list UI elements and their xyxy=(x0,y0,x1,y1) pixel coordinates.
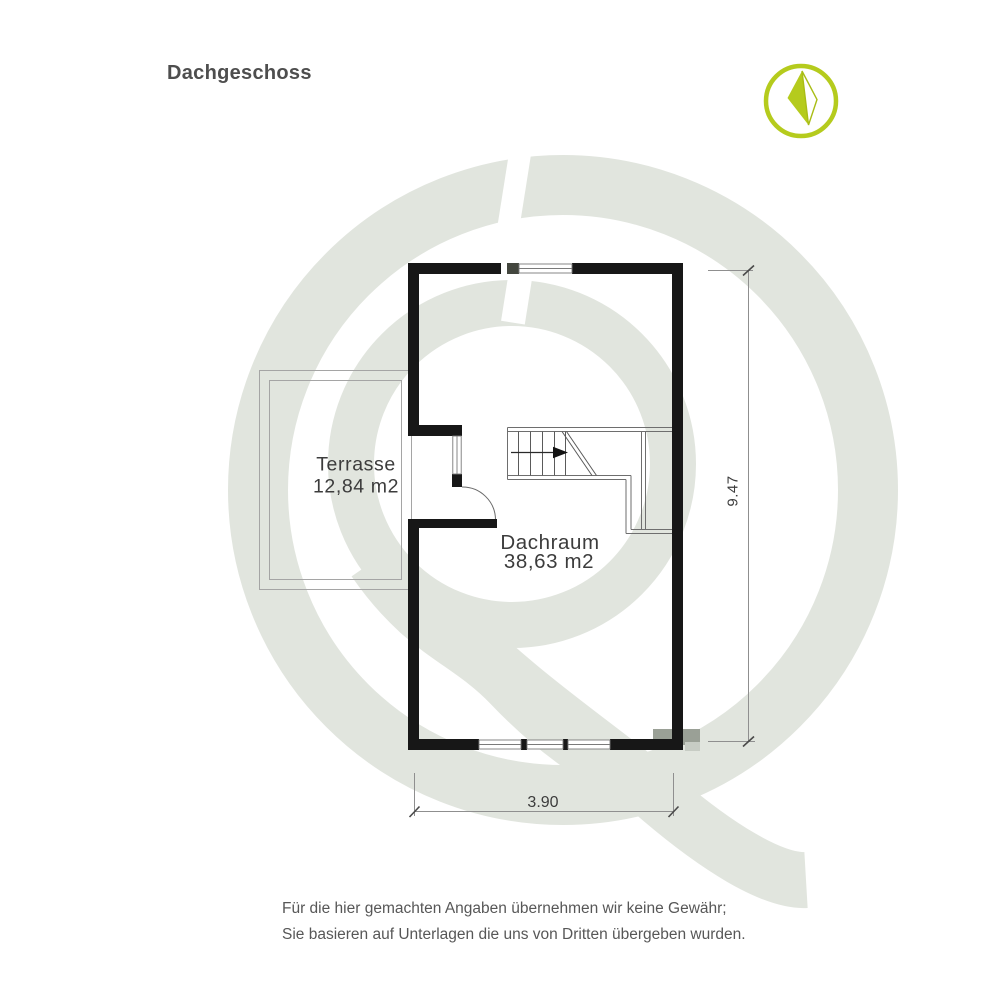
dimension-label-horizontal: 3.90 xyxy=(527,794,559,811)
stair-direction-arrow xyxy=(511,447,568,458)
disclaimer-line-1: Für die hier gemachten Angaben übernehmen wir keine Gewähr; xyxy=(282,900,727,917)
room-area-dachraum: 38,63 m2 xyxy=(503,550,595,573)
dimension-label-vertical: 9.47 xyxy=(724,475,742,507)
room-name-dachraum: Dachraum xyxy=(500,531,600,554)
page-title: Dachgeschoss xyxy=(167,62,312,84)
door-swing-arc xyxy=(462,487,496,520)
room-name-terrasse: Terrasse xyxy=(316,453,396,476)
compass-icon xyxy=(766,66,836,136)
room-area-terrasse: 12,84 m2 xyxy=(312,475,400,498)
disclaimer xyxy=(282,896,746,948)
disclaimer-line-2: Sie basieren auf Unterlagen die uns von Dritten übergeben wurden. xyxy=(282,926,746,943)
